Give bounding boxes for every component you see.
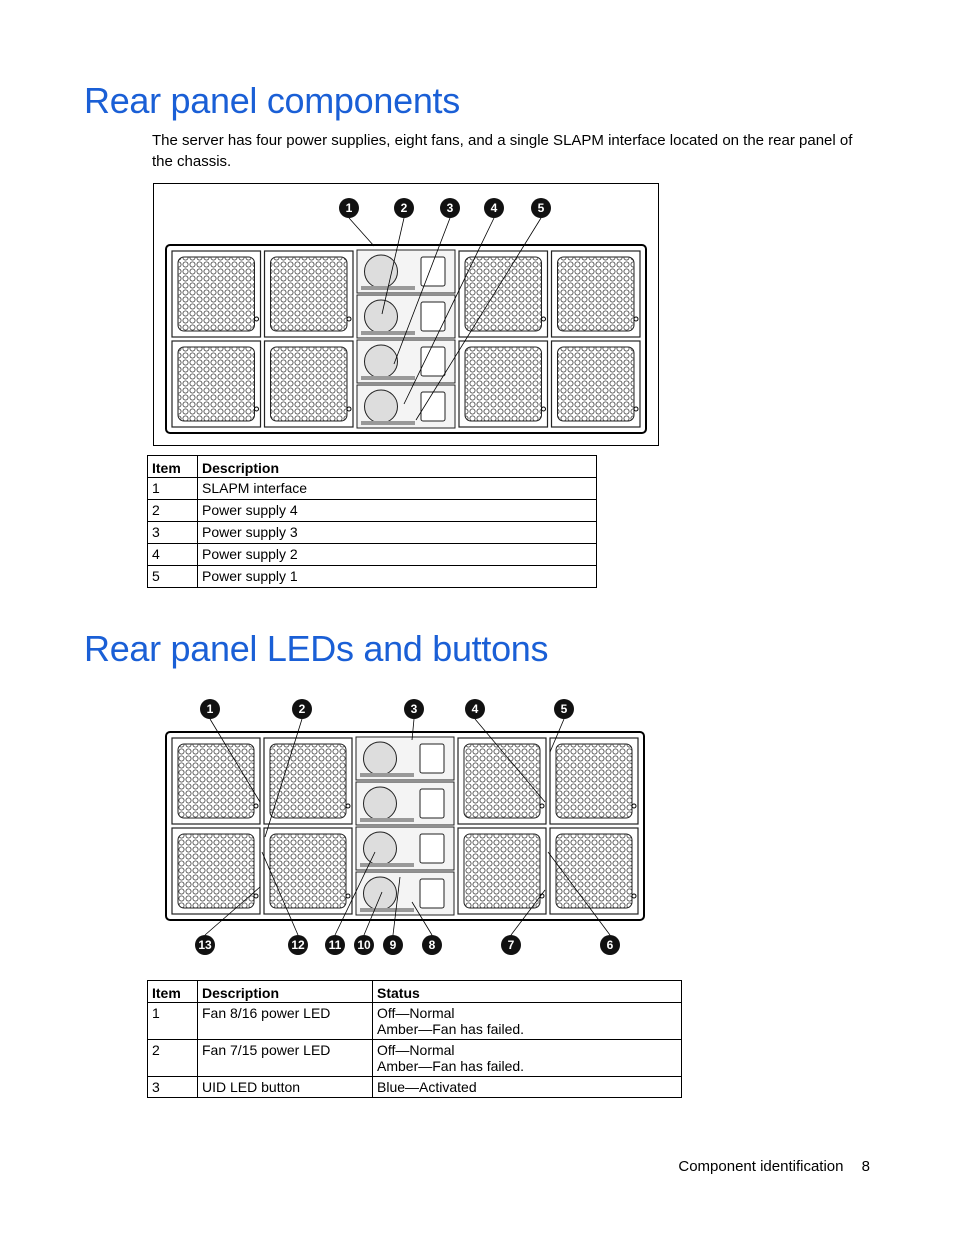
callout-5 (531, 198, 551, 218)
cell-item: 1 (148, 478, 198, 500)
cell-item: 5 (148, 566, 198, 588)
table-header-row (148, 981, 682, 1003)
callout-number: 5 (537, 201, 545, 215)
rear-panel-components-table (147, 455, 597, 588)
leader-line (349, 218, 374, 246)
page-footer (664, 1158, 870, 1175)
callout-number: 6 (606, 938, 614, 952)
fan-grille (178, 834, 254, 908)
callout-8 (422, 935, 442, 955)
table-row (148, 544, 597, 566)
callout-11 (325, 935, 345, 955)
fan-grille (178, 257, 255, 331)
callout-5 (554, 699, 574, 719)
cell-item: 2 (148, 500, 198, 522)
rear-panel-leds-table (147, 980, 682, 1098)
psu-handle (360, 773, 414, 777)
callout-number: 9 (389, 938, 397, 952)
fan-led (347, 407, 351, 411)
cell-description: Fan 8/16 power LED (198, 1003, 373, 1040)
callout-3 (440, 198, 460, 218)
callout-number: 10 (357, 938, 371, 952)
fan-grille (558, 257, 635, 331)
fan-grille (558, 347, 635, 421)
callout-number: 1 (206, 702, 214, 716)
cell-description: SLAPM interface (198, 478, 597, 500)
fan-led (632, 894, 636, 898)
fan-grille (270, 744, 346, 818)
fan-led (632, 804, 636, 808)
footer-section: Component identification (678, 1158, 844, 1175)
cell-description: Fan 7/15 power LED (198, 1040, 373, 1077)
cell-status (373, 1077, 682, 1098)
callout-number: 13 (198, 938, 212, 952)
callout-number: 5 (560, 702, 568, 716)
col-header-description: Description (198, 981, 373, 1003)
table-row (148, 566, 597, 588)
status-line: Blue—Activated (377, 1079, 477, 1095)
fan-grille (271, 347, 348, 421)
status-line: Amber—Fan has failed. (377, 1021, 525, 1037)
callout-12 (288, 935, 308, 955)
fan-led (346, 804, 350, 808)
psu-fan (365, 345, 398, 378)
table-row (148, 1003, 682, 1040)
status-line: Amber—Fan has failed. (377, 1058, 525, 1074)
callout-7 (501, 935, 521, 955)
fan-led (634, 317, 638, 321)
fan-grille (556, 744, 632, 818)
table-row (148, 478, 597, 500)
fan-led (634, 407, 638, 411)
psu-fan (365, 300, 398, 333)
cell-description: Power supply 2 (198, 544, 597, 566)
callout-13 (195, 935, 215, 955)
callout-number: 4 (471, 702, 479, 716)
fan-led (542, 407, 546, 411)
callout-number: 7 (507, 938, 515, 952)
fan-led (255, 407, 259, 411)
callout-1 (339, 198, 359, 218)
status-line: Off—Normal (377, 1042, 455, 1058)
fan-grille (556, 834, 632, 908)
rear-panel-leds-illustration (150, 692, 660, 962)
psu-fan (365, 255, 398, 288)
cell-item: 3 (148, 522, 198, 544)
callout-number: 1 (345, 201, 353, 215)
psu-handle (360, 908, 414, 912)
callout-9 (383, 935, 403, 955)
fan-grille (178, 744, 254, 818)
callout-number: 8 (428, 938, 436, 952)
psu-power-inlet (420, 879, 444, 908)
table-header-row (148, 456, 597, 478)
intro-paragraph: The server has four power supplies, eight fans, and a single SLAPM interface located on the rear panel of the chassis. (152, 132, 853, 170)
cell-status (373, 1040, 682, 1077)
callout-number: 3 (410, 702, 418, 716)
fan-led (347, 317, 351, 321)
table-row (148, 1077, 682, 1098)
cell-item: 2 (148, 1040, 198, 1077)
callout-number: 4 (490, 201, 498, 215)
section-title-rear-panel-components: Rear panel components (84, 80, 460, 121)
fan-grille (464, 834, 540, 908)
fan-grille (178, 347, 255, 421)
col-header-status: Status (373, 981, 682, 1003)
table-row (148, 522, 597, 544)
callout-10 (354, 935, 374, 955)
cell-description: Power supply 1 (198, 566, 597, 588)
cell-description: Power supply 3 (198, 522, 597, 544)
cell-description: UID LED button (198, 1077, 373, 1098)
psu-handle (361, 376, 415, 380)
page-number: 8 (861, 1158, 870, 1175)
table-row (148, 1040, 682, 1077)
callout-number: 2 (298, 702, 306, 716)
callout-number: 11 (328, 938, 342, 952)
psu-fan (365, 390, 398, 423)
psu-fan (364, 877, 397, 910)
psu-handle (361, 421, 415, 425)
fan-led (540, 804, 544, 808)
cell-status (373, 1003, 682, 1040)
fan-led (255, 317, 259, 321)
psu-power-inlet (420, 789, 444, 818)
col-header-item: Item (148, 456, 198, 478)
section-title-rear-panel-leds: Rear panel LEDs and buttons (84, 628, 549, 669)
callout-6 (600, 935, 620, 955)
cell-description: Power supply 4 (198, 500, 597, 522)
fan-led (254, 804, 258, 808)
callout-2 (394, 198, 414, 218)
callout-4 (465, 699, 485, 719)
rear-panel-illustration (154, 184, 658, 445)
col-header-item: Item (148, 981, 198, 1003)
fan-grille (465, 347, 542, 421)
callout-3 (404, 699, 424, 719)
psu-fan (364, 742, 397, 775)
fan-led (254, 894, 258, 898)
psu-power-inlet (420, 744, 444, 773)
psu-handle (360, 818, 414, 822)
callout-number: 2 (400, 201, 408, 215)
psu-fan (364, 832, 397, 865)
fan-grille (271, 257, 348, 331)
callout-number: 3 (446, 201, 454, 215)
psu-handle (361, 331, 415, 335)
fan-grille (464, 744, 540, 818)
table-row (148, 500, 597, 522)
col-header-description: Description (198, 456, 597, 478)
fan-led (542, 317, 546, 321)
rear-panel-components-figure (153, 183, 659, 446)
cell-item: 1 (148, 1003, 198, 1040)
fan-grille (465, 257, 542, 331)
psu-power-inlet (420, 834, 444, 863)
callout-2 (292, 699, 312, 719)
callout-1 (200, 699, 220, 719)
fan-led (346, 894, 350, 898)
rear-panel-leds-figure (150, 692, 660, 962)
cell-item: 3 (148, 1077, 198, 1098)
callout-4 (484, 198, 504, 218)
status-line: Off—Normal (377, 1005, 455, 1021)
psu-fan (364, 787, 397, 820)
callout-number: 12 (291, 938, 305, 952)
cell-item: 4 (148, 544, 198, 566)
